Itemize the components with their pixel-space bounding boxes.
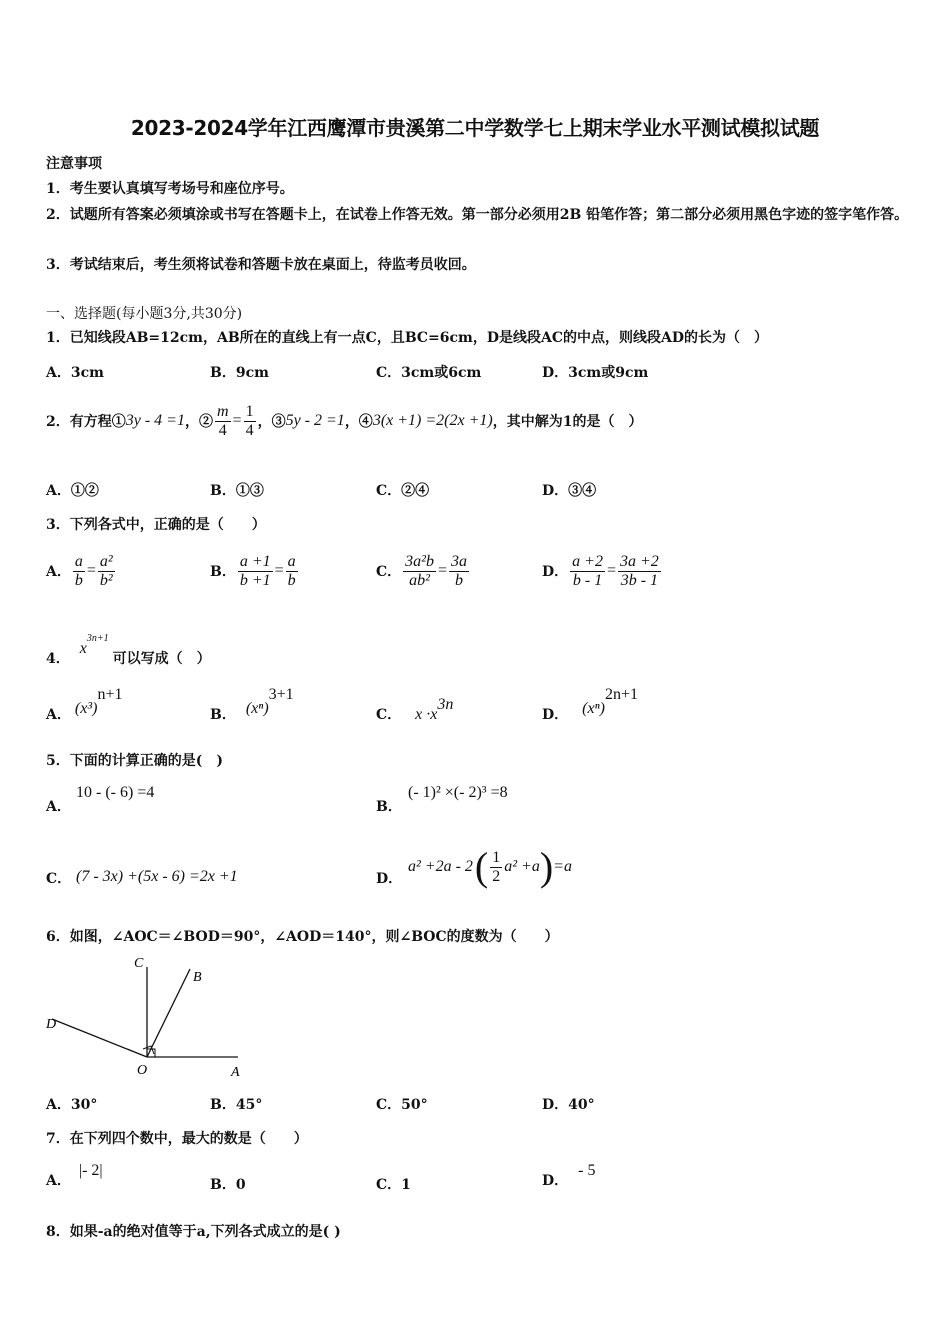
q5-option-c[interactable]: (7 - 3x) +(5x - 6) =2x +1 (76, 868, 238, 885)
q2-eq2-right-fraction (244, 403, 256, 440)
q2-eq1: 3y - 4 =1 (125, 412, 185, 429)
q5-d-right: =a (553, 858, 572, 875)
q3-d-rd: 3b - 1 (620, 571, 659, 589)
q2-sep2: ，② (184, 414, 213, 430)
q2-option-d[interactable]: D．③④ (542, 483, 597, 499)
q4-d-exp: 2n+1 (604, 686, 638, 703)
q3-c-ld: ab² (409, 571, 430, 589)
q2-eq3: 5y - 2 =1 (285, 412, 345, 429)
q5-label-b: B． (376, 799, 402, 815)
q3-a-rn: a² (99, 552, 113, 570)
q1-option-c[interactable]: C．3cm或6cm (376, 365, 482, 381)
notice-item-1: 1．考生要认真填写考场号和座位序号。 (46, 181, 294, 197)
label-a: A (231, 1065, 240, 1080)
q4-label-c: C． (376, 707, 402, 723)
q4-option-a[interactable] (46, 688, 122, 724)
q6-option-c[interactable]: C．50° (376, 1097, 428, 1113)
q8-stem: 8．如果-a的绝对值等于a,下列各式成立的是( ) (46, 1224, 341, 1240)
q6-stem: 6．如图，∠AOC＝∠BOD＝90°，∠AOD＝140°，则∠BOC的度数为（ ） (46, 929, 559, 945)
q5-d-fden: 2 (492, 867, 501, 885)
q4-a-exp: n+1 (97, 686, 123, 703)
q2-eq4: 3(x +1) =2(2x +1) (372, 412, 493, 429)
q2-eq2-num: m (216, 402, 229, 420)
q1-stem: 1．已知线段AB=12cm，AB所在的直线上有一点C，且BC=6cm，D是线段AC的中点，则线段AD的长为（ ） (46, 330, 769, 346)
q3-b-rn: a (287, 552, 296, 570)
q3-option-c[interactable]: C． $\frac{\text{3a²b}}{\text{ab²}}$ = $\frac{3a}{b}$ (376, 552, 467, 589)
q4-b-base: (xⁿ) (245, 700, 269, 717)
q3-c-ln: 3a²b (405, 552, 434, 570)
q2-suffix: ，其中解为1的是（ ） (492, 414, 643, 430)
q5-d-fnum: 1 (492, 848, 501, 866)
q3-c-rn: 3a (450, 552, 467, 570)
q5-option-b[interactable]: (- 1)² ×(- 2)³ =8 (408, 784, 508, 801)
notice-item-3: 3．考试结束后，考生须将试卷和答题卡放在桌面上，待监考员收回。 (46, 257, 476, 273)
q2-prefix: 2．有方程① (46, 414, 126, 430)
q4-expr-exp: 3n+1 (86, 633, 109, 644)
q2-stem: 2．有方程① 3y - 4 =1 ，② $\frac{m}{4}$ = $\frac{1}{4}$ ，③ 5y - 2 =1 ，④ 3(x +1) =2(2x +1) ，其中解为1的是（ ） (46, 402, 643, 439)
q7-a-val: |- 2| (78, 1162, 103, 1179)
q5-option-d[interactable]: a² +2a - 2 ( $\frac{1}{2}$ a² +a ) =a (408, 844, 572, 889)
q3-a-ln: a (74, 552, 83, 570)
q5-stem: 5．下面的计算正确的是( ) (46, 753, 223, 769)
q5-d-inner: a² +a (504, 858, 540, 875)
q4-expr-base: x (79, 640, 87, 657)
q3-option-d[interactable]: D． $\frac{a +2}{b - 1}$ = $\frac{3a +2}{3b - 1}$ (542, 552, 659, 589)
q2-option-a[interactable]: A．①② (46, 483, 99, 499)
q7-d-val: - 5 (578, 1162, 596, 1179)
label-b: B (193, 970, 202, 985)
q4-a-base: (x³) (74, 700, 98, 717)
q5-label-d: D． (376, 871, 403, 887)
q4-b-exp: 3+1 (268, 686, 294, 703)
ray-ob (147, 969, 190, 1057)
q3-c-rd: b (454, 571, 463, 589)
q5-d-left: a² +2a - 2 (408, 858, 473, 875)
q6-angle-figure (40, 955, 255, 1080)
q3-label-b: B． (210, 564, 236, 580)
q4-num: 4． (46, 651, 70, 667)
q3-label-a: A． (46, 564, 71, 580)
q4-option-b[interactable] (210, 688, 294, 724)
q3-a-rd: b² (99, 571, 113, 589)
q7-label-a: A． (46, 1173, 71, 1189)
q3-option-a[interactable]: A． $\frac{a}{b}$ = $\frac{\text{a²}}{\text{b²}}$ (46, 552, 113, 589)
label-d: D (46, 1017, 57, 1032)
q7-option-b[interactable]: B．0 (210, 1177, 246, 1193)
q2-option-b[interactable]: B．①③ (210, 483, 264, 499)
label-c: C (134, 956, 144, 971)
q6-option-a[interactable]: A．30° (46, 1097, 98, 1113)
q2-eq2-left-fraction (215, 403, 231, 440)
q5-label-a: A． (46, 799, 71, 815)
q2-sep4: ，④ (344, 414, 373, 430)
q4-label-a: A． (46, 707, 71, 723)
q3-d-rn: 3a +2 (619, 552, 659, 570)
q2-sep3: ，③ (257, 414, 286, 430)
q7-option-d[interactable] (542, 1160, 595, 1190)
q3-a-ld: b (74, 571, 83, 589)
q4-stem (46, 628, 211, 668)
q4-stem-text: 可以写成（ ） (112, 651, 211, 667)
q7-option-a[interactable] (46, 1160, 103, 1190)
q4-label-d: D． (542, 707, 569, 723)
notice-item-2: 2．试题所有答案必须填涂或书写在答题卡上，在试卷上作答无效。第一部分必须用2B 铅笔作答；第二部分必须用黑色字迹的签字笔作答。 (46, 207, 909, 223)
q7-stem: 7．在下列四个数中，最大的数是（ ） (46, 1131, 308, 1147)
q2-option-c[interactable]: C．②④ (376, 483, 430, 499)
q3-b-ln: a +1 (239, 552, 271, 570)
q1-option-d[interactable]: D．3cm或9cm (542, 365, 649, 381)
q3-d-ld: b - 1 (572, 571, 603, 589)
q6-option-b[interactable]: B．45° (210, 1097, 263, 1113)
q4-option-d[interactable] (542, 688, 638, 724)
q4-c-exp: 3n (437, 696, 454, 713)
q1-option-b[interactable]: B．9cm (210, 365, 269, 381)
q3-stem: 3．下列各式中，正确的是（ ） (46, 517, 266, 533)
q3-b-ld: b +1 (239, 571, 271, 589)
q5-label-c: C． (46, 871, 72, 887)
page-title: 2023-2024学年江西鹰潭市贵溪第二中学数学七上期末学业水平测试模拟试题 (130, 116, 820, 140)
q3-option-b[interactable]: B． $\frac{a +1}{b +1}$ = $\frac{a}{b}$ (210, 552, 296, 589)
q3-label-c: C． (376, 564, 402, 580)
q7-option-c[interactable]: C．1 (376, 1177, 411, 1193)
q2-eq2-rnum: 1 (245, 402, 254, 420)
section-heading: 一、选择题(每小题3分,共30分) (46, 306, 243, 322)
q4-c-expr: x ·x (415, 706, 438, 723)
q3-b-rd: b (287, 571, 296, 589)
q3-d-ln: a +2 (572, 552, 603, 570)
q3-label-d: D． (542, 564, 569, 580)
q6-option-d[interactable]: D．40° (542, 1097, 595, 1113)
q5-option-a[interactable]: 10 - (- 6) =4 (76, 784, 155, 801)
label-o: O (137, 1063, 148, 1078)
q1-option-a[interactable]: A．3cm (46, 365, 104, 381)
q2-eq2-den: 4 (218, 421, 227, 439)
q4-d-base: (xⁿ) (582, 700, 605, 717)
q2-eq2-rden: 4 (245, 421, 254, 439)
ray-od (52, 1019, 147, 1057)
notice-heading: 注意事项 (46, 156, 102, 172)
q4-option-c[interactable] (376, 688, 453, 724)
q4-label-b: B． (210, 707, 236, 723)
q7-label-d: D． (542, 1173, 569, 1189)
